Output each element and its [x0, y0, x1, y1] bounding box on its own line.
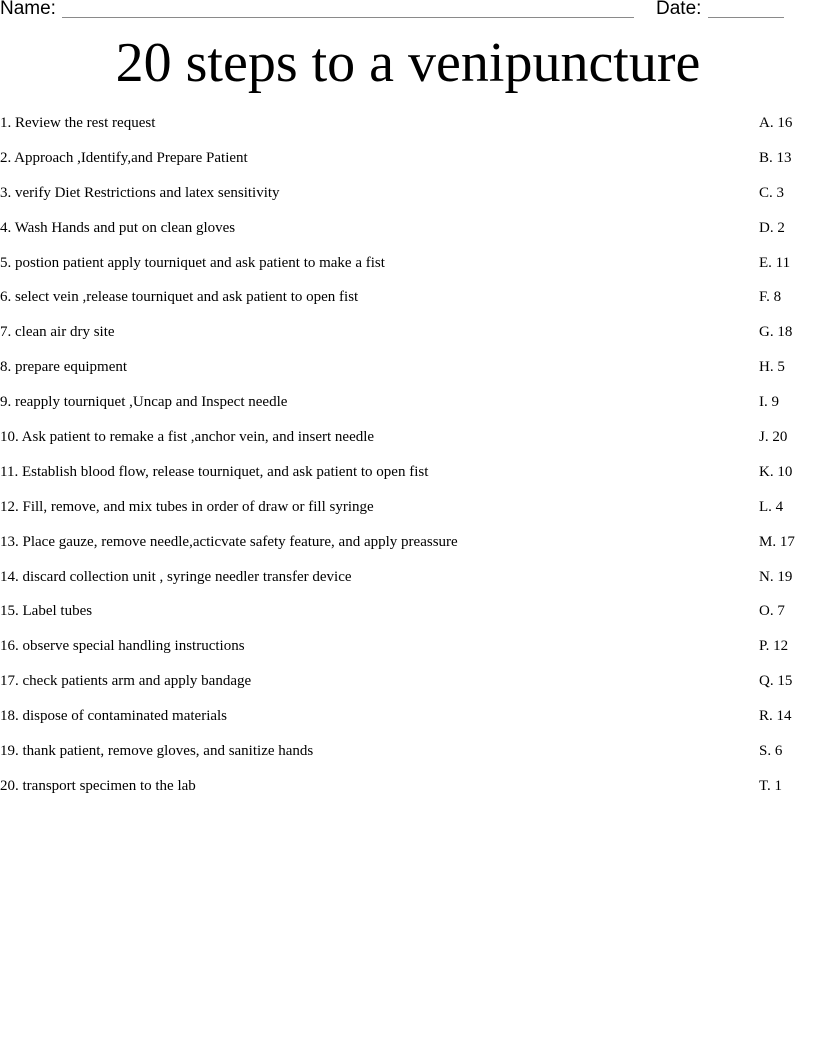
list-item: [0, 601, 816, 636]
step-text: 12. Fill, remove, and mix tubes in order of draw or fill syringe: [0, 498, 374, 515]
matching-list: [0, 113, 816, 811]
date-blank-line: [708, 17, 784, 18]
step-text: 16. observe special handling instructions: [0, 638, 245, 655]
list-item: [0, 427, 816, 462]
step-text: 15. Label tubes: [0, 603, 93, 620]
step-text: 10. Ask patient to remake a fist ,anchor vein, and insert needle: [0, 429, 375, 446]
list-item: [0, 183, 816, 218]
answer-option: R. 14: [759, 708, 792, 725]
name-blank-line: [62, 17, 634, 18]
step-text: 1. Review the rest request: [0, 115, 156, 131]
list-item: [0, 287, 816, 322]
answer-option: F. 8: [759, 289, 782, 306]
list-item: [0, 532, 816, 567]
answer-option: J. 20: [759, 429, 788, 446]
step-text: 9. reapply tourniquet ,Uncap and Inspect needle: [0, 394, 288, 411]
worksheet-header: [0, 0, 816, 24]
answer-option: L. 4: [759, 498, 784, 515]
list-item: [0, 253, 816, 288]
answer-option: B. 13: [759, 149, 792, 166]
list-item: [0, 218, 816, 253]
step-text: 6. select vein ,release tourniquet and ask patient to open fist: [0, 289, 359, 306]
answer-option: Q. 15: [759, 673, 793, 690]
step-text: 5. postion patient apply tourniquet and ask patient to make a fist: [0, 254, 385, 271]
answer-option: I. 9: [759, 394, 779, 411]
answer-option: M. 17: [759, 533, 795, 550]
answer-option: T. 1: [759, 777, 783, 794]
step-text: 20. transport specimen to the lab: [0, 777, 196, 794]
answer-option: K. 10: [759, 463, 793, 480]
list-item: [0, 148, 816, 183]
step-text: 3. verify Diet Restrictions and latex sensitivity: [0, 184, 280, 201]
answer-option: A. 16: [759, 115, 793, 131]
list-item: [0, 636, 816, 671]
list-item: [0, 462, 816, 497]
list-item: [0, 322, 816, 357]
answer-option: O. 7: [759, 603, 785, 620]
list-item: [0, 741, 816, 776]
answer-option: P. 12: [759, 638, 789, 655]
page-title: 20 steps to a venipuncture: [115, 32, 701, 94]
step-text: 18. dispose of contaminated materials: [0, 708, 228, 725]
list-item: [0, 567, 816, 602]
step-text: 13. Place gauze, remove needle,acticvate safety feature, and apply preassure: [0, 533, 458, 550]
step-text: 4. Wash Hands and put on clean gloves: [0, 219, 236, 236]
step-text: 8. prepare equipment: [0, 359, 128, 376]
answer-option: C. 3: [759, 184, 785, 201]
answer-option: E. 11: [759, 254, 791, 271]
step-text: 11. Establish blood flow, release tourniquet, and ask patient to open fist: [0, 463, 429, 480]
list-item: [0, 706, 816, 741]
answer-option: N. 19: [759, 568, 793, 585]
list-item: [0, 671, 816, 706]
step-text: 17. check patients arm and apply bandage: [0, 673, 252, 690]
step-text: 7. clean air dry site: [0, 324, 115, 341]
list-item: [0, 113, 816, 148]
answer-option: H. 5: [759, 359, 785, 376]
list-item: [0, 497, 816, 532]
step-text: 19. thank patient, remove gloves, and sanitize hands: [0, 743, 314, 760]
answer-option: S. 6: [759, 743, 783, 760]
name-label: Name:: [0, 0, 56, 19]
answer-option: G. 18: [759, 324, 793, 341]
answer-option: D. 2: [759, 219, 785, 236]
date-label: Date:: [656, 0, 702, 19]
list-item: [0, 776, 816, 811]
list-item: [0, 392, 816, 427]
step-text: 2. Approach ,Identify,and Prepare Patient: [0, 149, 248, 166]
step-text: 14. discard collection unit , syringe needler transfer device: [0, 568, 352, 585]
list-item: [0, 357, 816, 392]
